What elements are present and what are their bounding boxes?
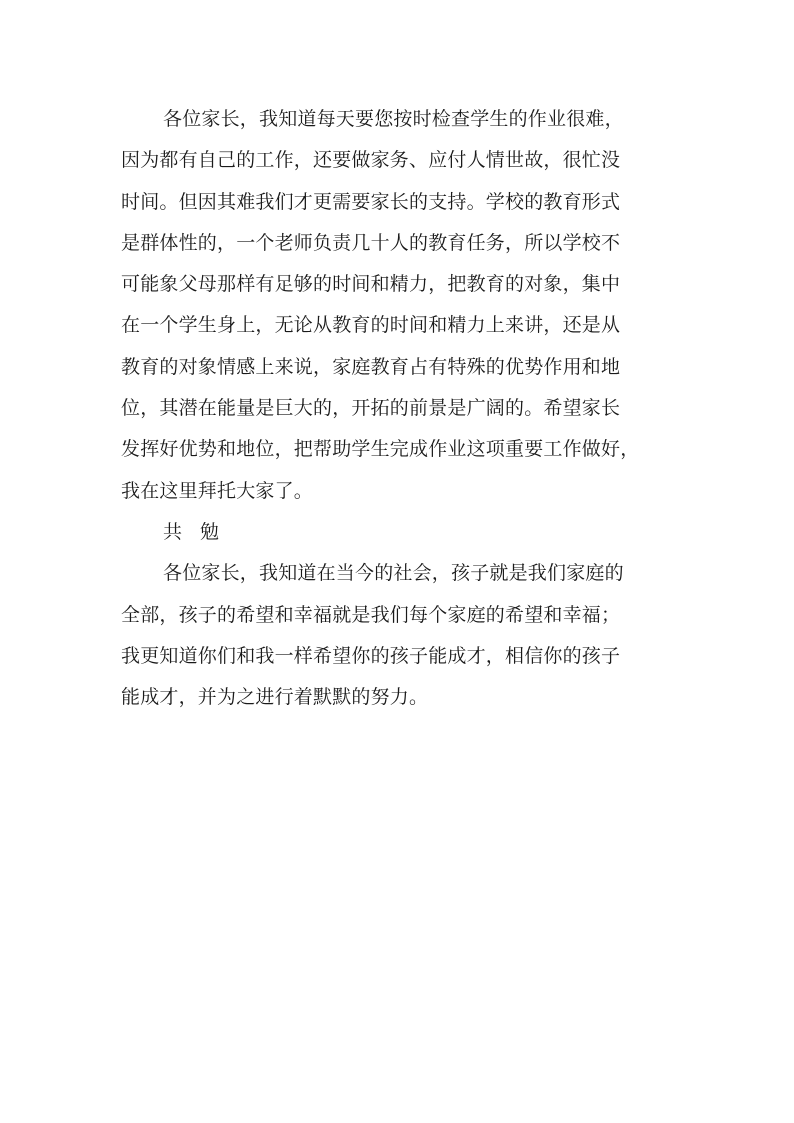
paragraph-1-line-9: 发挥好优势和地位，把帮助学生完成作业这项重要工作做好，: [121, 438, 640, 461]
paragraph-1-line-6: 在一个学生身上，无论从教育的时间和精力上来讲，还是从: [121, 314, 621, 337]
section-heading: 共 勉: [163, 520, 226, 543]
paragraph-1-line-8: 位，其潜在能量是巨大的，开拓的前景是广阔的。希望家长: [121, 397, 621, 420]
paragraph-1-line-10: 我在这里拜托大家了。: [121, 479, 314, 502]
paragraph-1-line-5: 可能象父母那样有足够的时间和精力，把教育的对象，集中: [121, 273, 621, 296]
paragraph-2-line-1: 各位家长，我知道在当今的社会，孩子就是我们家庭的: [163, 562, 624, 585]
paragraph-2-line-4: 能成才，并为之进行着默默的努力。: [121, 686, 429, 709]
paragraph-2-line-3: 我更知道你们和我一样希望你的孩子能成才，相信你的孩子: [121, 644, 621, 667]
paragraph-1-line-2: 因为都有自己的工作，还要做家务、应付人情世故，很忙没: [121, 149, 621, 172]
paragraph-1-line-4: 是群体性的，一个老师负责几十人的教育任务，所以学校不: [121, 231, 621, 254]
document-body: [121, 99, 681, 718]
paragraph-1-line-3: 时间。但因其难我们才更需要家长的支持。学校的教育形式: [121, 190, 621, 213]
paragraph-1-line-1: 各位家长，我知道每天要您按时检查学生的作业很难，: [163, 108, 624, 130]
paragraph-2-line-2: 全部，孩子的希望和幸福就是我们每个家庭的希望和幸福；: [121, 603, 621, 626]
paragraph-1-line-7: 教育的对象情感上来说，家庭教育占有特殊的优势作用和地: [121, 355, 621, 378]
